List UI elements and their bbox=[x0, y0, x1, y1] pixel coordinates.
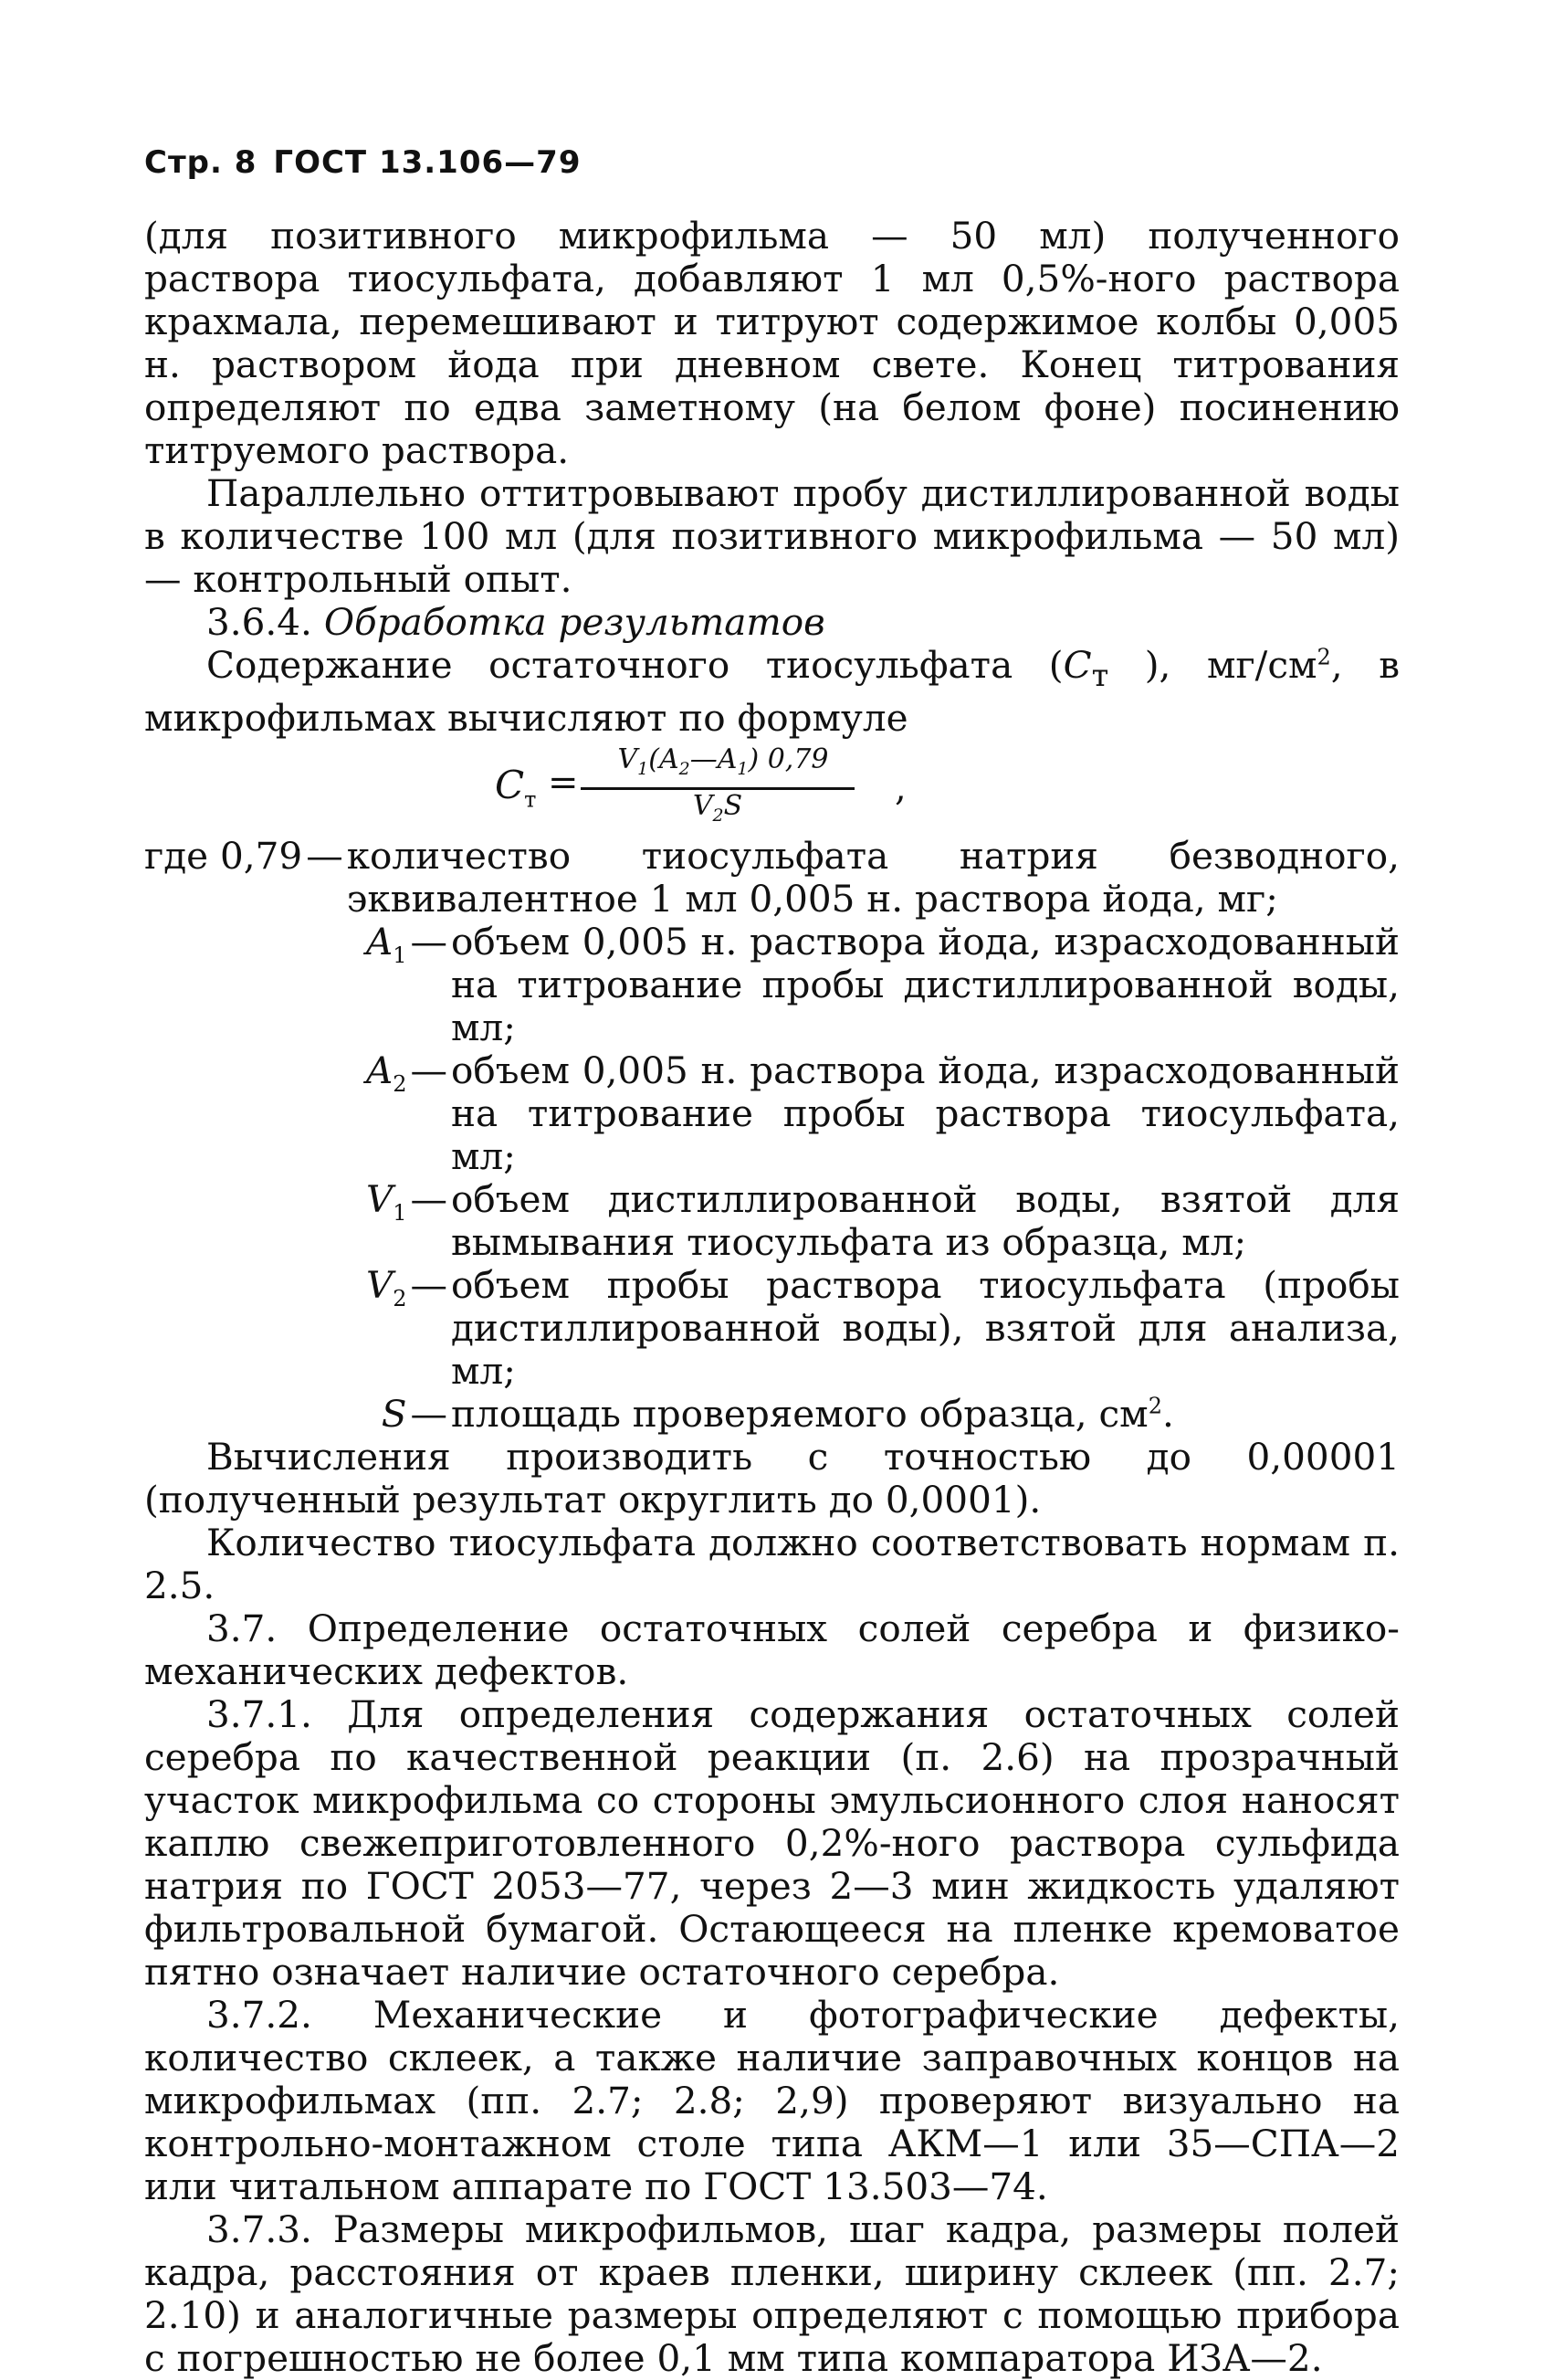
paragraph: Количество тиосульфата должно соответствовать нормам п. 2.5. bbox=[144, 1521, 1400, 1608]
legend-definition: площадь проверяемого образца, $см^2$. bbox=[451, 1392, 1174, 1437]
legend-item bbox=[144, 835, 1400, 921]
symbol-c: C bbox=[1063, 643, 1092, 687]
legend-item bbox=[144, 1178, 1400, 1264]
page-number: Стр. 8 bbox=[144, 144, 257, 181]
superscript: 2 bbox=[1317, 644, 1331, 670]
legend-item bbox=[144, 921, 1400, 1049]
paragraph: (для позитивного микрофильма — 50 мл) полученного раствора тиосульфата, добавляют 1 мл 0,5%-ного раствора крахмала, перемешивают и титруют содержимое колбы 0,005 н. раствором йода при дневном свете. Конец титрования определяют по едва заметному (на белом фоне) посинению титруемого раствора. bbox=[144, 214, 1400, 472]
paragraph bbox=[144, 644, 1400, 740]
legend-symbol: S— bbox=[381, 1392, 447, 1437]
legend-definition: объем дистиллированной воды, взятой для вымывания тиосульфата из образца, мл; bbox=[451, 1177, 1400, 1265]
paragraph: 3.7.2. Механические и фотографические дефекты, количество склеек, а также наличие заправочных концов на микрофильмах (пп. 2.7; 2.8; 2,9) проверяют визуально на контрольно-монтажном столе типа АКМ—1 или 35—СПА—2 или читальном аппарате по ГОСТ 13.503—74. bbox=[144, 1993, 1400, 2209]
legend-item bbox=[144, 1393, 1400, 1436]
paragraph: Вычисления производить с точностью до 0,00001 (полученный результат округлить до 0,0001). bbox=[144, 1435, 1400, 1522]
formula-lhs: $C_т$ bbox=[495, 763, 537, 813]
legend-symbol: $A_1—$ bbox=[365, 920, 447, 969]
formula-comma: , bbox=[895, 767, 907, 810]
legend-lead: где bbox=[144, 834, 209, 879]
formula bbox=[144, 742, 1400, 835]
section-title: Обработка результатов bbox=[323, 600, 825, 644]
legend-item bbox=[144, 1049, 1400, 1178]
paragraph: 3.7. Определение остаточных солей серебра и физико-механических дефектов. bbox=[144, 1606, 1400, 1694]
formula-numerator: $V_1(A_2—A_1)$ 0,79 bbox=[617, 743, 829, 780]
subscript: т bbox=[1091, 658, 1109, 694]
standard-code: ГОСТ 13.106—79 bbox=[273, 144, 582, 181]
legend-symbol: 0,79— bbox=[220, 834, 343, 879]
page-header bbox=[144, 144, 581, 181]
paragraph: Параллельно оттитровывают пробу дистиллированной воды в количестве 100 мл (для позитивного микрофильма — 50 мл) — контрольный опыт. bbox=[144, 471, 1400, 601]
formula-equals: = bbox=[548, 762, 579, 805]
text-run: , в микрофильмах вычисляют по формуле bbox=[144, 643, 1400, 741]
text-run: Содержание остаточного тиосульфата ( bbox=[206, 643, 1064, 687]
legend-definition: количество тиосульфата натрия безводного, эквивалентное 1 мл 0,005 н. раствора йода, мг; bbox=[346, 834, 1400, 921]
text-run: ), мг/см bbox=[1108, 643, 1317, 687]
section-number: 3.6.4. bbox=[206, 600, 312, 644]
paragraph: 3.7.1. Для определения содержания остаточных солей серебра по качественной реакции (п. 2.6) на прозрачный участок микрофильма со стороны эмульсионного слоя наносят каплю свежеприготовленного 0,2%-ного раствора сульфида натрия по ГОСТ 2053—77, через 2—3 мин жидкость удаляют фильтровальной бумагой. Остающееся на пленке кремоватое пятно означает наличие остаточного серебра. bbox=[144, 1692, 1400, 1995]
legend-definition: объем пробы раствора тиосульфата (пробы дистиллированной воды), взятой для анализа, мл; bbox=[451, 1263, 1400, 1394]
section-heading-3-6-4 bbox=[144, 601, 1400, 644]
paragraph: 3.7.3. Размеры микрофильмов, шаг кадра, размеры полей кадра, расстояния от краев пленки, ширину склеек (пп. 2.7; 2.10) и аналогичные размеры определяют с помощью прибора с погрешностью не более 0,1 мм типа компаратора ИЗА—2. bbox=[144, 2207, 1400, 2380]
legend-symbol: $V_2—$ bbox=[365, 1263, 447, 1312]
document-body bbox=[144, 215, 1400, 2380]
legend-symbol: $A_2—$ bbox=[365, 1048, 447, 1098]
legend-symbol: $V_1—$ bbox=[365, 1177, 447, 1227]
legend-item bbox=[144, 1264, 1400, 1393]
formula-denominator: $V_2S$ bbox=[692, 790, 743, 827]
legend-definition: объем 0,005 н. раствора йода, израсходованный на титрование пробы дистиллированной воды, мл; bbox=[451, 920, 1400, 1050]
formula-fraction bbox=[581, 743, 1055, 832]
legend-definition: объем 0,005 н. раствора йода, израсходованный на титрование пробы раствора тиосульфата, мл; bbox=[451, 1048, 1400, 1179]
